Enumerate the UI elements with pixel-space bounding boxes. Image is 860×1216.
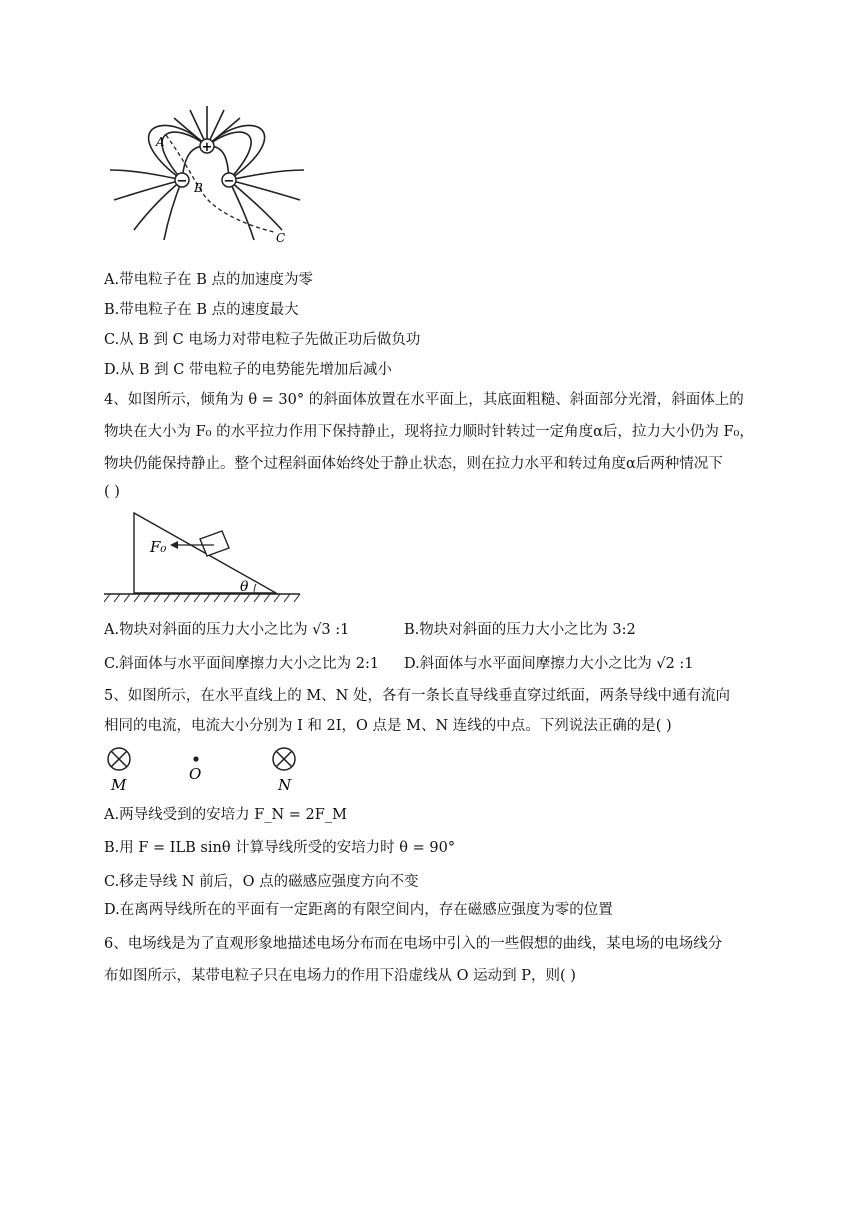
q5-option-c: C.移走导线 N 前后，O 点的磁感应强度方向不变 — [104, 874, 419, 890]
q4-option-d: D.斜面体与水平面间摩擦力大小之比为 √2 :1 — [404, 656, 694, 672]
q4-stem-4: ( ) — [104, 484, 120, 500]
point-a-label: A — [156, 135, 165, 149]
q4-option-a: A.物块对斜面的压力大小之比为 √3 :1 — [104, 622, 350, 638]
q4-stem-3: 物块仍能保持静止。整个过程斜面体始终处于静止状态，则在拉力水平和转过角度α后两种情况下 — [104, 456, 723, 472]
point-b-label: B — [194, 181, 203, 195]
wires-figure — [104, 745, 304, 795]
q5-option-d: D.在离两导线所在的平面有一定距离的有限空间内，存在磁感应强度为零的位置 — [104, 902, 613, 918]
electric-field-figure — [104, 100, 314, 250]
angle-label: θ — [240, 579, 249, 595]
point-o-label: O — [189, 765, 202, 783]
plus-charge-label: + — [201, 140, 213, 155]
q4-option-b: B.物块对斜面的压力大小之比为 3:2 — [404, 622, 636, 638]
q5-option-a: A.两导线受到的安培力 F_N = 2F_M — [104, 807, 347, 823]
q3-option-a: A.带电粒子在 B 点的加速度为零 — [104, 272, 313, 288]
q6-stem-1: 6、电场线是为了直观形象地描述电场分布而在电场中引入的一些假想的曲线，某电场的电场线分 — [104, 936, 723, 952]
q4-stem-1: 4、如图所示，倾角为 θ = 30° 的斜面体放置在水平面上，其底面粗糙、斜面部分光滑，斜面体上的 — [104, 392, 744, 408]
q3-option-b: B.带电粒子在 B 点的速度最大 — [104, 302, 299, 318]
q4-stem-2: 物块在大小为 F₀ 的水平拉力作用下保持静止，现将拉力顺时针转过一定角度α后，拉力大小仍为 F₀， — [104, 424, 754, 440]
q5-option-b: B.用 F = ILB sinθ 计算导线所受的安培力时 θ = 90° — [104, 840, 456, 856]
minus-charge-right-label: − — [223, 174, 235, 189]
incline-figure — [104, 505, 304, 610]
wire-n-label: N — [278, 776, 292, 794]
q4-option-c: C.斜面体与水平面间摩擦力大小之比为 2:1 — [104, 656, 380, 672]
wire-m-label: M — [111, 776, 127, 794]
q5-stem-2: 相同的电流，电流大小分别为 I 和 2I，O 点是 M、N 连线的中点。下列说法正确的是( ) — [104, 718, 672, 734]
q3-option-c: C.从 B 到 C 电场力对带电粒子先做正功后做负功 — [104, 332, 421, 348]
q5-stem-1: 5、如图所示，在水平直线上的 M、N 处，各有一条长直导线垂直穿过纸面，两条导线中通有流向 — [104, 688, 730, 704]
q3-option-d: D.从 B 到 C 带电粒子的电势能先增加后减小 — [104, 362, 392, 378]
q6-stem-2: 布如图所示，某带电粒子只在电场力的作用下沿虚线从 O 运动到 P，则( ) — [104, 968, 576, 984]
point-c-label: C — [276, 231, 286, 245]
minus-charge-left-label: − — [176, 174, 188, 189]
force-label: F₀ — [150, 538, 167, 556]
